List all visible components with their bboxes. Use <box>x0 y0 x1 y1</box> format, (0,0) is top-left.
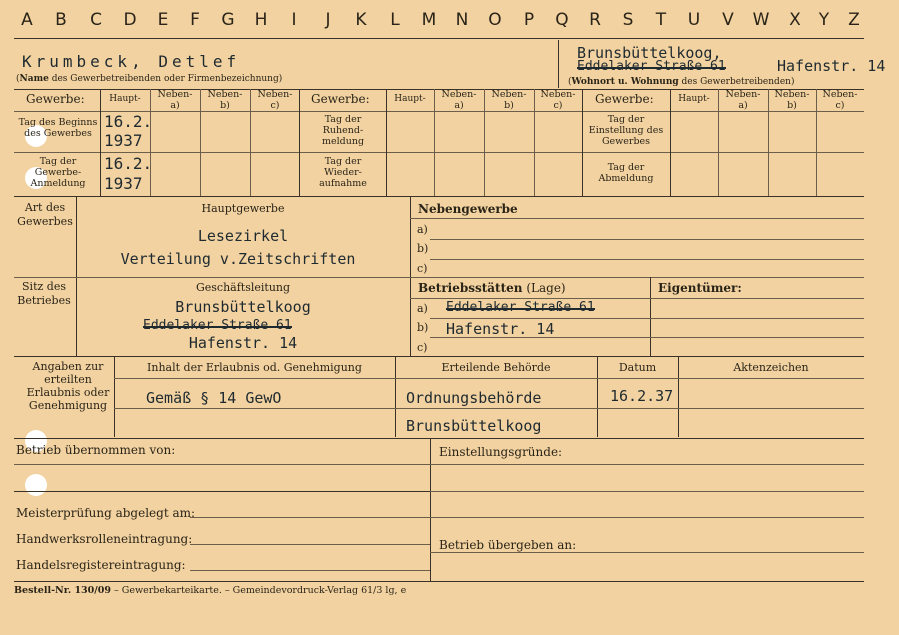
neben-b-header: Neben- b) <box>207 89 243 111</box>
sitz-des-betriebes-label: Sitz des Betriebes <box>17 280 71 307</box>
index-letter: G <box>221 10 235 30</box>
handwerksrolle-label: Handwerksrolleneintragung: <box>16 532 193 546</box>
index-letter: I <box>291 10 297 30</box>
index-letter: Y <box>818 10 830 30</box>
index-letter: Z <box>848 10 860 30</box>
hauptgewerbe-title: Hauptgewerbe <box>201 202 285 215</box>
betriebsstaette-a-struck: Eddelaker Straße 61 <box>446 300 595 315</box>
index-letter: S <box>622 10 634 30</box>
index-letter: H <box>254 10 268 30</box>
datum-value: 16.2.37 <box>610 387 674 405</box>
behoerde-line-1: Ordnungsbehörde <box>406 389 542 407</box>
geschaeftsleitung-title: Geschäftsleitung <box>195 281 291 294</box>
betriebsstaette-b: b) <box>417 321 429 334</box>
index-letter: N <box>455 10 469 30</box>
business-owner-name: Krumbeck, Detlef <box>22 52 241 71</box>
neben-a-header: Neben- a) <box>441 89 477 111</box>
index-letter: B <box>55 10 67 30</box>
index-letter: L <box>390 10 400 30</box>
tag-abmeldung-label: Tag der Abmeldung <box>598 162 654 184</box>
neben-b-header: Neben- b) <box>774 89 810 111</box>
index-letter: J <box>325 10 331 30</box>
anmeldung-date-year: 1937 <box>104 174 143 193</box>
index-letter: Q <box>555 10 569 30</box>
tag-einstellung-label: Tag der Einstellung des Gewerbes <box>588 114 664 147</box>
haupt-header: Haupt- <box>394 94 426 104</box>
index-letter: U <box>687 10 701 30</box>
art-des-gewerbes-label: Art des Gewerbes <box>17 201 73 228</box>
tag-ruhendmeldung-label: Tag der Ruhend-meldung <box>321 114 365 147</box>
neben-a-header: Neben- a) <box>157 89 193 111</box>
residence-new-address: Hafenstr. 14 <box>777 57 886 75</box>
gewerbe-label-left: Gewerbe: <box>26 92 85 106</box>
index-letter: D <box>123 10 137 30</box>
index-letter: E <box>157 10 169 30</box>
neben-c-header: Neben- c) <box>257 89 293 111</box>
betriebsstaette-b-value: Hafenstr. 14 <box>446 320 555 338</box>
hauptgewerbe-line-1: Lesezirkel <box>197 227 289 245</box>
tag-anmeldung-label: Tag der Gewerbe-Anmeldung <box>30 156 86 189</box>
gewerbe-label-right: Gewerbe: <box>595 92 654 106</box>
einstellungsgruende-label: Einstellungsgründe: <box>439 445 563 459</box>
nebengewerbe-a: a) <box>417 223 428 236</box>
neben-b-header: Neben- b) <box>491 89 527 111</box>
tag-wiederaufnahme-label: Tag der Wieder-aufnahme <box>319 156 367 189</box>
gewerbe-label-mid: Gewerbe: <box>311 92 370 106</box>
index-letter: V <box>722 10 734 30</box>
datum-title: Datum <box>618 361 657 374</box>
residence-caption: (Wohnort u. Wohnung des Gewerbetreibenden) <box>568 77 795 87</box>
betriebsstaette-a: a) <box>417 302 428 315</box>
index-letter: W <box>752 10 770 30</box>
betrieb-uebernommen-label: Betrieb übernommen von: <box>16 443 176 457</box>
behoerde-title: Erteilende Behörde <box>441 361 551 374</box>
handelsregister-label: Handelsregistereintragung: <box>16 558 186 572</box>
index-letter: F <box>190 10 200 30</box>
index-letter: T <box>655 10 667 30</box>
aktenzeichen-title: Aktenzeichen <box>733 361 809 374</box>
haupt-header: Haupt- <box>109 94 141 104</box>
erlaubnis-label: Angaben zur erteilten Erlaubnis oder Genehmigung <box>26 360 110 412</box>
index-letter: X <box>789 10 801 30</box>
geschaeftsleitung-city: Brunsbüttelkoog <box>175 298 311 316</box>
hauptgewerbe-line-2: Verteilung v.Zeitschriften <box>120 250 356 268</box>
betrieb-uebergeben-label: Betrieb übergeben an: <box>439 538 577 552</box>
footer-order-number: Bestell-Nr. 130/09 – Gewerbekarteikarte. – Gemeindevordruck-Verlag 61/3 lg, e <box>14 585 407 596</box>
neben-c-header: Neben- c) <box>540 89 576 111</box>
index-letter: O <box>488 10 502 30</box>
tag-beginn-label: Tag des Beginns des Gewerbes <box>18 117 98 139</box>
eigentuemer-label: Eigentümer: <box>658 281 742 295</box>
betriebsstaette-c: c) <box>417 341 428 354</box>
index-letter: P <box>523 10 535 30</box>
residence-struck-address: Eddelaker Straße 61 <box>577 59 726 74</box>
betriebsstaetten-title: Betriebsstätten (Lage) <box>418 281 566 295</box>
index-letter: R <box>589 10 601 30</box>
index-letter: K <box>355 10 367 30</box>
beginn-date-year: 1937 <box>104 131 143 150</box>
punch-hole <box>25 474 47 496</box>
name-caption: (Name des Gewerbetreibenden oder Firmenbezeichnung) <box>16 74 283 84</box>
geschaeftsleitung-struck-address: Eddelaker Straße 61 <box>143 318 292 333</box>
nebengewerbe-c: c) <box>417 262 428 275</box>
inhalt-title: Inhalt der Erlaubnis od. Genehmigung <box>147 361 362 374</box>
nebengewerbe-title: Nebengewerbe <box>418 202 518 216</box>
nebengewerbe-b: b) <box>417 242 429 255</box>
index-letter: M <box>421 10 437 30</box>
meisterpruefung-label: Meisterprüfung abgelegt am: <box>16 506 196 520</box>
behoerde-line-2: Brunsbüttelkoog <box>406 417 542 435</box>
anmeldung-date-day: 16.2. <box>104 154 153 173</box>
geschaeftsleitung-address: Hafenstr. 14 <box>188 334 298 352</box>
neben-c-header: Neben- c) <box>822 89 858 111</box>
beginn-date-day: 16.2. <box>104 112 153 131</box>
haupt-header: Haupt- <box>678 94 710 104</box>
inhalt-value: Gemäß § 14 GewO <box>146 389 282 407</box>
neben-a-header: Neben- a) <box>725 89 761 111</box>
index-letter: C <box>90 10 102 30</box>
residence-city: Brunsbüttelkoog, <box>577 44 722 62</box>
index-letter: A <box>21 10 33 30</box>
